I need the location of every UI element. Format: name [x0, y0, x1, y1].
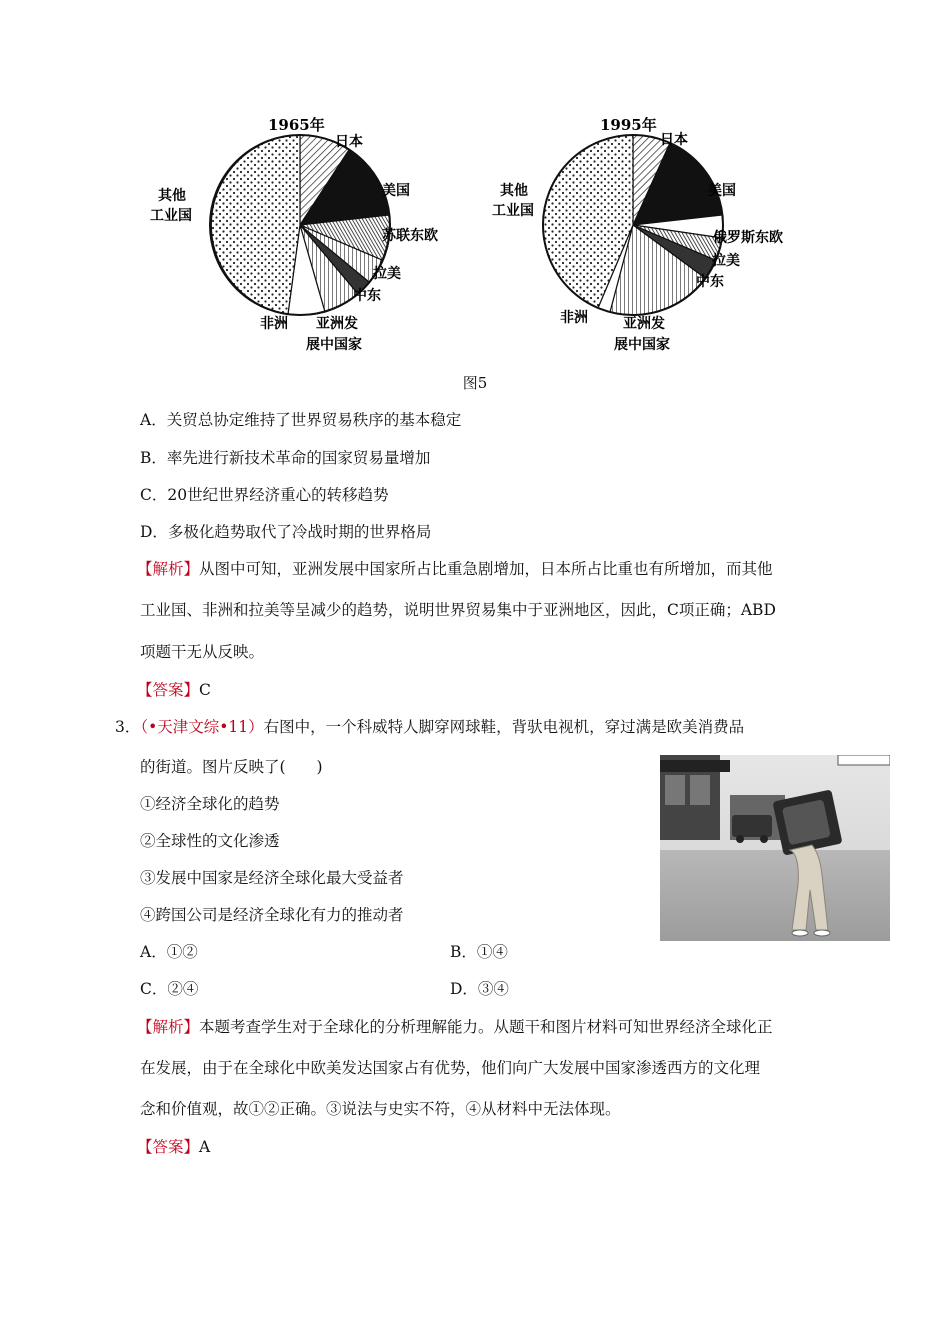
q2-answer: 【答案】C	[137, 681, 211, 699]
svg-text:亚洲发: 亚洲发	[623, 316, 665, 332]
q3-stem-line-2: 的街道。图片反映了( )	[140, 758, 323, 776]
kuwaiti-tv-photo	[660, 755, 890, 941]
pie-charts-figure	[120, 100, 840, 370]
svg-text:日本: 日本	[335, 134, 363, 150]
pie-chart-1995	[492, 116, 783, 353]
svg-text:拉美: 拉美	[373, 266, 401, 282]
q3-analysis-line-1: 【解析】本题考查学生对于全球化的分析理解能力。从题干和图片材料可知世界经济全球化正	[137, 1018, 773, 1036]
q3-option-b: B．①④	[450, 943, 508, 961]
svg-text:苏联东欧: 苏联东欧	[382, 228, 438, 244]
svg-text:其他: 其他	[158, 188, 186, 204]
q2-analysis-line-1: 【解析】从图中可知，亚洲发展中国家所占比重急剧增加，日本所占比重也有所增加，而其他	[137, 560, 773, 578]
q2-option-a: A．关贸总协定维持了世界贸易秩序的基本稳定	[140, 411, 462, 429]
year-label-1995: 1995年	[600, 116, 657, 134]
figure-caption: 图5	[462, 374, 488, 392]
q2-option-d: D．多极化趋势取代了冷战时期的世界格局	[140, 523, 432, 541]
q3-item-3: ③发展中国家是经济全球化最大受益者	[140, 869, 404, 887]
q3-source: （•天津文综•11）	[140, 718, 264, 736]
slice-other-1965	[211, 135, 300, 314]
pie-chart-1965	[150, 116, 438, 353]
q3-stem-line-1: 3．（•天津文综•11）右图中，一个科威特人脚穿网球鞋，背驮电视机，穿过满是欧美消费品	[115, 718, 745, 736]
svg-text:拉美: 拉美	[712, 253, 740, 269]
q3-answer-tag: 【答案】	[137, 1138, 200, 1156]
q3-item-4: ④跨国公司是经济全球化有力的推动者	[140, 906, 404, 924]
svg-text:工业国: 工业国	[492, 203, 534, 219]
svg-text:中东: 中东	[353, 288, 381, 304]
svg-text:亚洲发: 亚洲发	[316, 316, 358, 332]
svg-text:美国: 美国	[382, 183, 410, 199]
svg-text:其他: 其他	[500, 183, 528, 199]
q3-number: 3．	[115, 718, 141, 736]
svg-text:日本: 日本	[660, 132, 688, 148]
year-label-1965: 1965年	[268, 116, 325, 134]
q2-analysis-tag: 【解析】	[137, 560, 200, 578]
q2-option-b: B．率先进行新技术革命的国家贸易量增加	[140, 449, 431, 467]
svg-text:展中国家: 展中国家	[306, 337, 362, 353]
q3-answer: 【答案】A	[137, 1138, 211, 1156]
q3-option-a: A．①②	[140, 943, 198, 961]
q2-analysis-line-3: 项题干无从反映。	[140, 643, 265, 661]
svg-text:中东: 中东	[696, 274, 724, 290]
svg-text:展中国家: 展中国家	[614, 337, 670, 353]
svg-text:工业国: 工业国	[150, 208, 192, 224]
svg-text:俄罗斯东欧: 俄罗斯东欧	[713, 230, 783, 246]
q3-analysis-line-3: 念和价值观，故①②正确。③说法与史实不符，④从材料中无法体现。	[140, 1100, 621, 1118]
q3-item-2: ②全球性的文化渗透	[140, 832, 280, 850]
q2-analysis-line-2: 工业国、非洲和拉美等呈减少的趋势，说明世界贸易集中于亚洲地区，因此，C项正确；ABD	[140, 601, 776, 619]
svg-text:非洲: 非洲	[260, 316, 288, 332]
svg-text:美国: 美国	[708, 183, 736, 199]
q3-analysis-line-2: 在发展，由于在全球化中欧美发达国家占有优势，他们向广大发展中国家渗透西方的文化理	[140, 1059, 761, 1077]
q2-option-c: C．20世纪世界经济重心的转移趋势	[140, 486, 389, 504]
q3-option-c: C．②④	[140, 980, 199, 998]
svg-text:非洲: 非洲	[560, 310, 588, 326]
q2-answer-tag: 【答案】	[137, 681, 200, 699]
q3-option-d: D．③④	[450, 980, 509, 998]
q3-analysis-tag: 【解析】	[137, 1018, 200, 1036]
q3-item-1: ①经济全球化的趋势	[140, 795, 280, 813]
